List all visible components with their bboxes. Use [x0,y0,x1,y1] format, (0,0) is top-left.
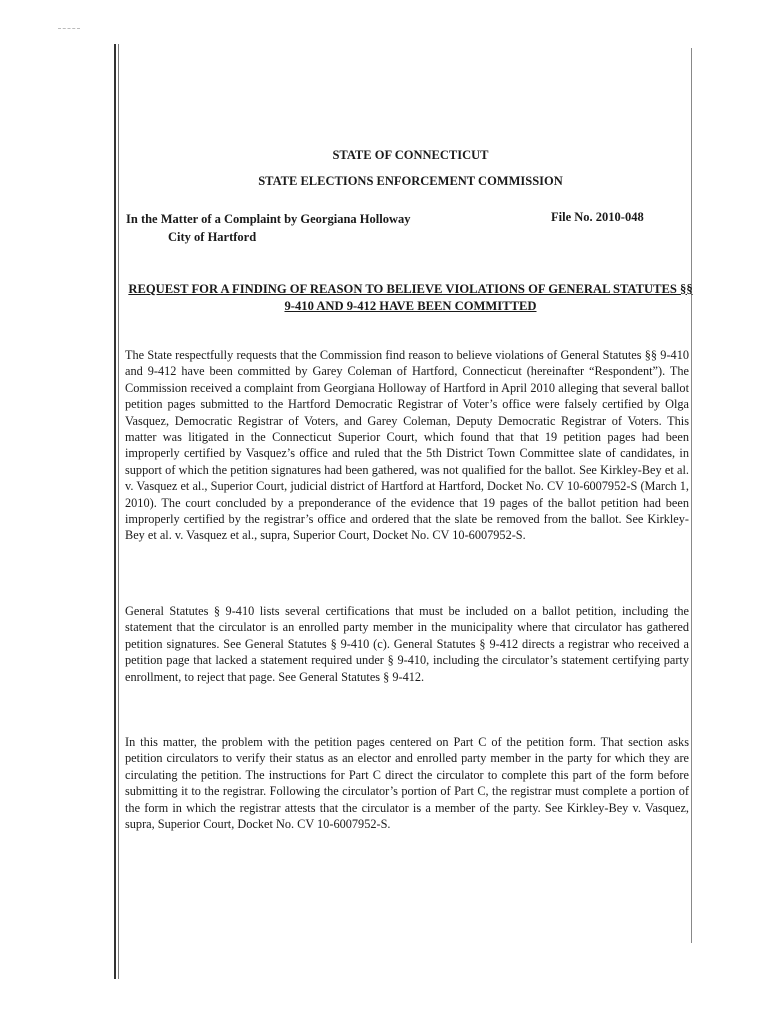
paragraph-1: The State respectfully requests that the Commission find reason to believe violations of General Statutes §§ 9-410 and 9-412 have been committed by Garey Coleman of Hartford, Connecticut (hereinafter “Respondent”). The Commission received a complaint from Georgiana Holloway of Hartford in April 2010 alleging that several ballot petition pages submitted to the Hartford Democratic Registrar of Voter’s office were falsely certified by Olga Vasquez, Democratic Registrar of Voters, and Garey Coleman, Deputy Democratic Registrar of Voters. This matter was litigated in the Connecticut Superior Court, which found that that 19 petition pages had been improperly certified by Vasquez’s office and ruled that the 5th District Town Committee slate of candidates, in support of which the petition signatures had been gathered, was not qualified for the ballot. See Kirkley-Bey et al. v. Vasquez et al., Superior Court, judicial district of Hartford at Hartford, Docket No. CV 10-6007952-S (March 1, 2010). The court concluded by a preponderance of the evidence that 19 pages of the ballot petition had been improperly certified by the registrar’s office and ordered that the slate be removed from the ballot. See Kirkley-Bey et al. v. Vasquez et al., supra, Superior Court, Docket No. CV 10-6007952-S. [125,348,689,543]
request-title: REQUEST FOR A FINDING OF REASON TO BELIEVE VIOLATIONS OF GENERAL STATUTES §§ 9-410 AND 9-412 HAVE BEEN COMMITTED [128,282,693,313]
matter-line-2: City of Hartford [168,230,257,244]
scan-artifact [58,28,80,30]
matter-caption [126,210,410,246]
binder-edge-inner [118,44,119,979]
matter-line-1: In the Matter of a Complaint by Georgiana Holloway [126,212,411,226]
paragraph-2: General Statutes § 9-410 lists several certifications that must be included on a ballot petition, including the statement that the circulator is an enrolled party member in the municipality where that circulator has gathered petition signatures. See General Statutes § 9-410 (c). General Statutes § 9-412 directs a registrar who received a petition page that lacked a statement required under § 9-410, including the circulator’s statement certifying party enrollment, to reject that page. See General Statutes § 9-412. [125,604,689,684]
document-page [123,0,693,1024]
commission-heading: STATE ELECTIONS ENFORCEMENT COMMISSION [258,174,563,188]
file-number: File No. 2010-048 [551,210,644,224]
state-heading: STATE OF CONNECTICUT [332,148,489,162]
binder-edge [114,44,116,979]
paragraph-3: In this matter, the problem with the petition pages centered on Part C of the petition form. That section asks petition circulators to verify their status as an elector and enrolled party member in the party for which they are circulating the petition. The instructions for Part C direct the circulator to complete this part of the form before submitting it to the registrar. Following the circulator’s portion of Part C, the registrar must complete a portion of the form in which the registrar attests that the circulator is a member of the party. See Kirkley-Bey v. Vasquez, supra, Superior Court, Docket No. CV 10-6007952-S. [125,735,689,832]
